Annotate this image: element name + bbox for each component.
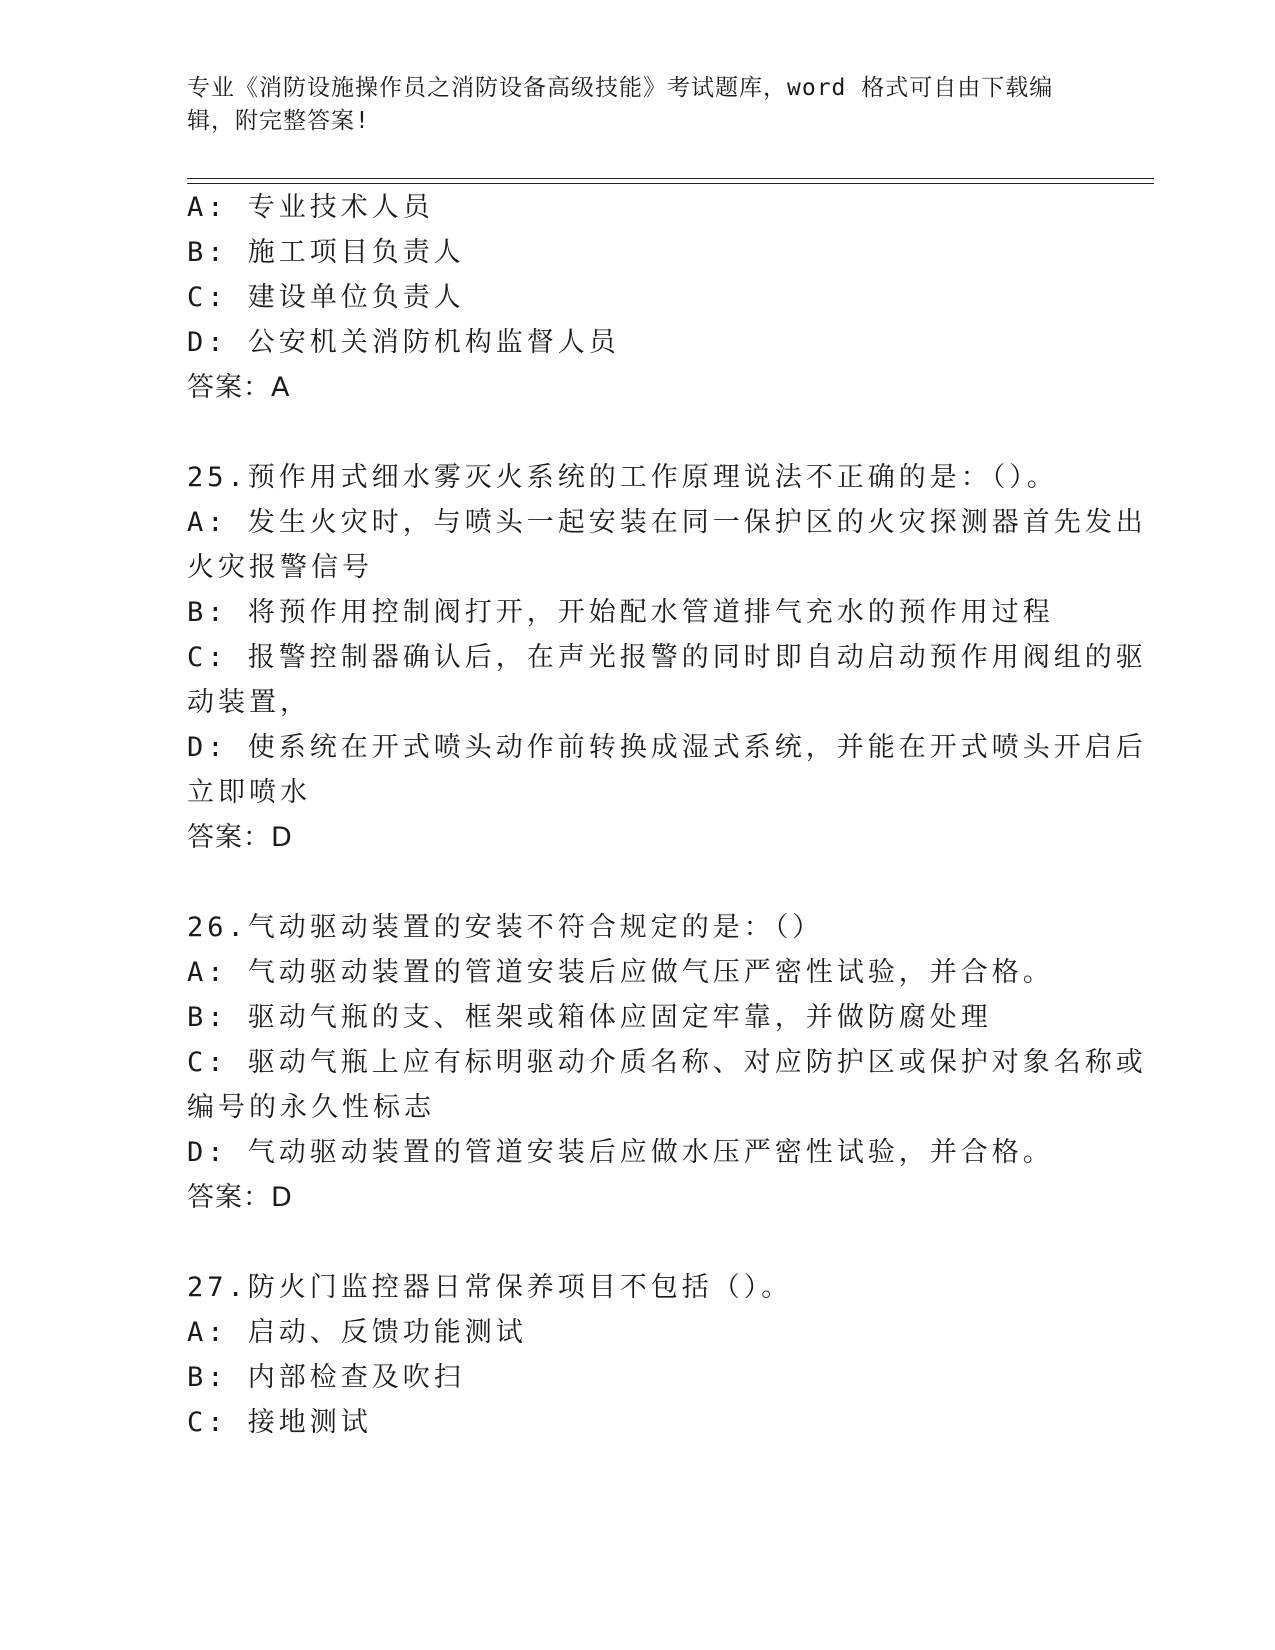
q25-answer: 答案：D bbox=[187, 822, 293, 853]
q25-option-a: A: 发生火灾时，与喷头一起安装在同一保护区的火灾探测器首先发出 bbox=[187, 507, 1147, 538]
q26-option-a: A: 气动驱动装置的管道安装后应做气压严密性试验，并合格。 bbox=[187, 957, 1054, 988]
header-rule-top bbox=[187, 178, 1154, 179]
q26-answer: 答案：D bbox=[187, 1182, 293, 1213]
q27-option-c: C: 接地测试 bbox=[187, 1407, 372, 1438]
q25-option-d-cont: 立即喷水 bbox=[187, 777, 311, 808]
q25-option-a-cont: 火灾报警信号 bbox=[187, 552, 373, 583]
q24-option-d: D: 公安机关消防机构监督人员 bbox=[187, 327, 620, 358]
q24-option-b: B: 施工项目负责人 bbox=[187, 237, 465, 268]
q25-option-c-cont: 动装置， bbox=[187, 687, 311, 718]
q26-option-c: C: 驱动气瓶上应有标明驱动介质名称、对应防护区或保护对象名称或 bbox=[187, 1047, 1147, 1078]
q26-option-b: B: 驱动气瓶的支、框架或箱体应固定牢靠，并做防腐处理 bbox=[187, 1002, 992, 1033]
q25-question: 25.预作用式细水雾灭火系统的工作原理说法不正确的是：（）。 bbox=[187, 462, 1058, 493]
q24-option-a: A: 专业技术人员 bbox=[187, 192, 434, 223]
q27-question: 27.防火门监控器日常保养项目不包括（）。 bbox=[187, 1272, 793, 1303]
q24-answer: 答案：A bbox=[187, 372, 291, 403]
q26-option-c-cont: 编号的永久性标志 bbox=[187, 1092, 435, 1123]
q25-option-b: B: 将预作用控制阀打开，开始配水管道排气充水的预作用过程 bbox=[187, 597, 1054, 628]
q24-option-c: C: 建设单位负责人 bbox=[187, 282, 465, 313]
document-header: 专业《消防设施操作员之消防设备高级技能》考试题库，word 格式可自由下载编辑，附完整答案! bbox=[187, 75, 1054, 134]
q25-option-c: C: 报警控制器确认后，在声光报警的同时即自动启动预作用阀组的驱 bbox=[187, 642, 1147, 673]
q27-option-a: A: 启动、反馈功能测试 bbox=[187, 1317, 527, 1348]
header-rule-bottom bbox=[187, 183, 1154, 184]
q26-question: 26.气动驱动装置的安装不符合规定的是：（） bbox=[187, 912, 824, 943]
q25-option-d: D: 使系统在开式喷头动作前转换成湿式系统，并能在开式喷头开启后 bbox=[187, 732, 1147, 763]
q27-option-b: B: 内部检查及吹扫 bbox=[187, 1362, 465, 1393]
q26-option-d: D: 气动驱动装置的管道安装后应做水压严密性试验，并合格。 bbox=[187, 1137, 1054, 1168]
